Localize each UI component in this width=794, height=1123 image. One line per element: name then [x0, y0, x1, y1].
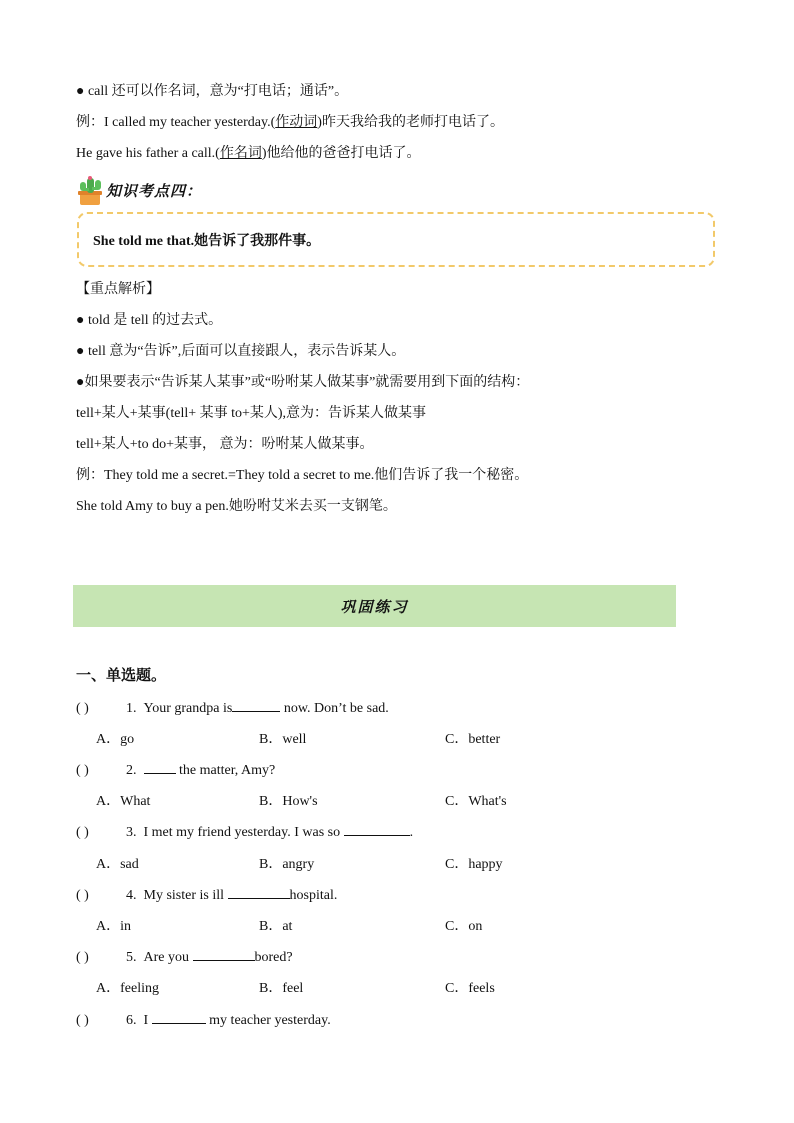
question-text: Are you — [143, 950, 193, 965]
knowledge-title: 知识考点四： — [106, 181, 203, 200]
answer-blank[interactable] — [232, 697, 280, 712]
option-c[interactable]: C．on — [445, 919, 483, 934]
question-text: my teacher yesterday. — [205, 1013, 331, 1028]
example-noun-pre: He gave his father a call.( — [76, 146, 220, 161]
question-5 — [76, 946, 293, 966]
section-title: 一、单选题。 — [76, 666, 167, 684]
question-6 — [76, 1009, 331, 1029]
practice-banner-title: 巩固练习 — [340, 597, 409, 616]
practice-banner — [73, 585, 676, 627]
question-text: I — [143, 1013, 152, 1028]
knowledge-heading — [76, 174, 202, 206]
key-sentence: She told me that.她告诉了我那件事。 — [93, 233, 321, 249]
option-b[interactable]: B．angry — [259, 857, 315, 872]
question-number: 1. — [126, 701, 137, 716]
analysis-title: 【重点解析】 — [76, 282, 160, 297]
option-c[interactable]: C．happy — [445, 857, 503, 872]
example-verb-pre: 例：I called my teacher yesterday.( — [76, 115, 276, 130]
question-text: My sister is ill — [143, 888, 228, 903]
call-noun-note: ● call 还可以作名词，意为“打电话；通话”。 — [76, 84, 349, 99]
option-c[interactable]: C．better — [445, 732, 501, 747]
option-b[interactable]: B．How's — [259, 794, 318, 809]
question-text: bored? — [254, 950, 293, 965]
question-text: hospital. — [289, 888, 338, 903]
option-b[interactable]: B．feel — [259, 981, 304, 996]
question-2 — [76, 759, 275, 779]
question-number: 6. — [126, 1013, 137, 1028]
question-number: 4. — [126, 888, 137, 903]
analysis-point: ● told 是 tell 的过去式。 — [76, 313, 223, 328]
question-number: 5. — [126, 950, 137, 965]
question-text: now. Don’t be sad. — [280, 701, 389, 716]
analysis-point: She told Amy to buy a pen.她吩咐艾米去买一支钢笔。 — [76, 499, 397, 514]
answer-paren[interactable]: ( ) — [76, 825, 89, 840]
answer-paren[interactable]: ( ) — [76, 1013, 89, 1028]
answer-blank[interactable] — [144, 759, 176, 774]
option-a[interactable]: A．in — [96, 919, 131, 934]
question-3 — [76, 821, 413, 841]
option-a[interactable]: A．sad — [96, 857, 139, 872]
question-1 — [76, 697, 389, 717]
example-noun — [76, 145, 421, 163]
answer-blank[interactable] — [193, 946, 255, 961]
answer-blank[interactable] — [228, 884, 290, 899]
question-text: I met my friend yesterday. I was so — [143, 825, 344, 840]
answer-blank[interactable] — [152, 1009, 206, 1024]
answer-paren[interactable]: ( ) — [76, 763, 89, 778]
question-number: 2. — [126, 763, 137, 778]
option-c[interactable]: C．feels — [445, 981, 495, 996]
option-c[interactable]: C．What's — [445, 794, 507, 809]
option-b[interactable]: B．well — [259, 732, 307, 747]
answer-paren[interactable]: ( ) — [76, 888, 89, 903]
question-4 — [76, 884, 337, 904]
example-noun-post: )他给他的爸爸打电话了。 — [261, 146, 421, 161]
analysis-point: tell+某人+to do+某事， 意为：吩咐某人做某事。 — [76, 437, 374, 452]
answer-paren[interactable]: ( ) — [76, 950, 89, 965]
example-verb-post: )昨天我给我的老师打电话了。 — [317, 115, 504, 130]
question-text: . — [409, 825, 414, 840]
answer-blank[interactable] — [344, 821, 410, 836]
cactus-icon — [76, 174, 104, 206]
option-b[interactable]: B．at — [259, 919, 293, 934]
option-a[interactable]: A．go — [96, 732, 135, 747]
example-verb-tag: 作动词 — [275, 115, 318, 130]
key-sentence-box — [77, 212, 715, 267]
example-noun-tag: 作名词 — [219, 146, 262, 161]
example-verb — [76, 114, 504, 132]
question-text: the matter, Amy? — [175, 763, 276, 778]
analysis-point: ●如果要表示“告诉某人某事”或“吩咐某人做某事”就需要用到下面的结构： — [76, 375, 530, 390]
analysis-point: 例：They told me a secret.=They told a secret to me.他们告诉了我一个秘密。 — [76, 468, 529, 483]
option-a[interactable]: A．feeling — [96, 981, 159, 996]
question-text: Your grandpa is — [143, 701, 233, 716]
option-a[interactable]: A．What — [96, 794, 151, 809]
analysis-point: tell+某人+某事(tell+ 某事 to+某人),意为：告诉某人做某事 — [76, 406, 427, 421]
analysis-point: ● tell 意为“告诉”,后面可以直接跟人，表示告诉某人。 — [76, 344, 406, 359]
question-number: 3. — [126, 825, 137, 840]
answer-paren[interactable]: ( ) — [76, 701, 89, 716]
